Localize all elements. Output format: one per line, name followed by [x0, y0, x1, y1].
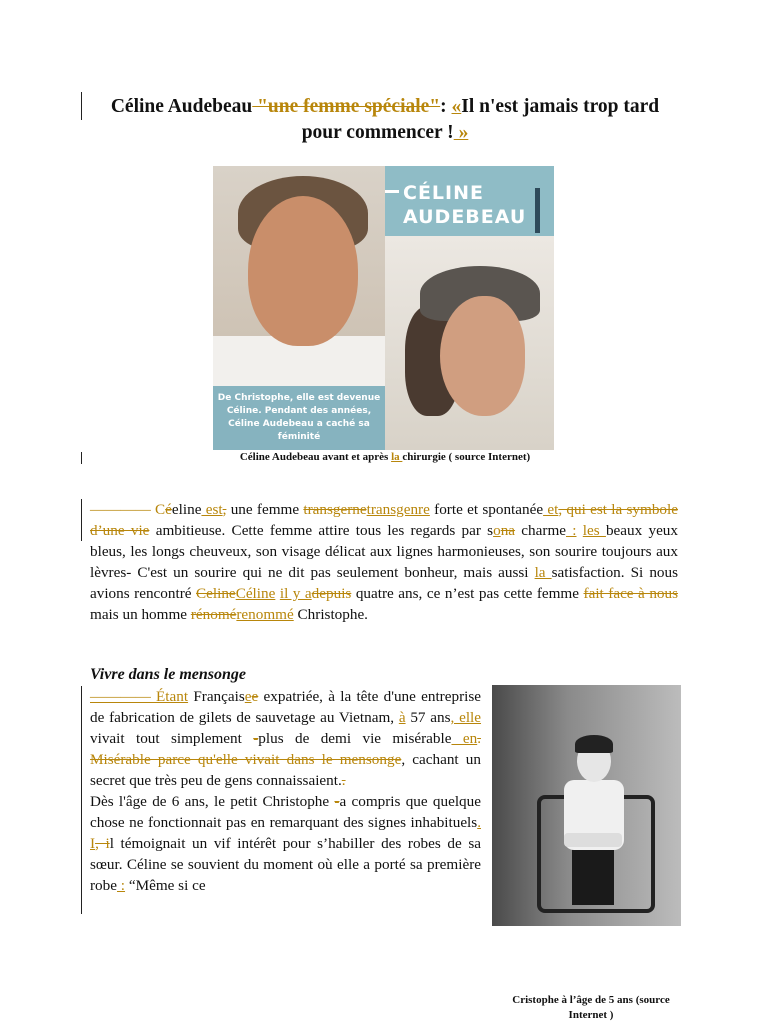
inserted-text: les	[582, 522, 606, 539]
title-text: Céline Audebeau	[110, 96, 253, 117]
body-text: Dès l'âge de 6 ans, le petit Christophe	[90, 793, 335, 810]
deleted-text: . Misérable parce qu'elle vivait dans le mensonge	[90, 730, 481, 768]
inserted-text: , elle	[450, 709, 482, 726]
name-line-1: CÉLINE	[403, 182, 484, 204]
child-legs	[572, 845, 614, 905]
body-text: mais un homme	[90, 606, 191, 623]
body-text: 57 ans	[405, 709, 451, 726]
photo-overlay-caption	[213, 386, 385, 450]
deleted-text: fait face à nous	[583, 585, 679, 602]
inserted-text: et	[543, 501, 559, 518]
deleted-text: , i	[95, 835, 110, 852]
body-text: “Même si ce	[125, 877, 206, 894]
inserted-text: transgenre	[366, 501, 430, 518]
body-text: a compris que quelque chose ne fonctionnait pas en remarquant des signes inhabituels	[90, 793, 481, 831]
page-title	[100, 94, 670, 146]
inserted-text: :	[566, 522, 577, 539]
inserted-text: renommé	[236, 606, 294, 623]
title-text: Il n'est jamais trop tard pour commencer !	[301, 96, 660, 143]
inserted-text: la	[534, 564, 552, 581]
body-text: vivait tout simplement	[90, 730, 254, 747]
inserted-text: en	[451, 730, 478, 747]
inserted-text: o	[493, 522, 501, 539]
body-text: , cachant un secret que très peu de gens connaissaient.	[90, 751, 481, 789]
deleted-text: na	[500, 522, 516, 539]
section-heading: Vivre dans le mensonge	[90, 666, 247, 683]
body-text: beaux yeux bleus, les longs cheuveux, son visage délicat aux lignes harmonieuses, son sourire toujours aux lèvres- C'est un sourire qui ne dit pas seulement bonheur, mais aussi	[90, 522, 678, 581]
caption-text: Céline Audebeau avant et après	[239, 451, 392, 463]
body-text: ambitieuse. Cette femme attire tous les regards par s	[149, 522, 494, 539]
inserted-text: il y a	[279, 585, 312, 602]
body-text: expatriée, à la tête d'une entreprise de fabrication de gilets de sauvetage au Vietnam,	[90, 688, 482, 726]
body-text: eline	[171, 501, 202, 518]
inserted-text: :	[117, 877, 126, 894]
body-text: Christophe.	[293, 606, 368, 623]
photo-caption-2: Cristophe à l’âge de 5 ans (source Internet )	[512, 994, 670, 1021]
body-text: plus de demi vie misérable	[258, 730, 452, 747]
body-text: Français	[188, 688, 245, 705]
before-after-photo	[213, 166, 554, 450]
body-text: quatre ans, ce n’est pas cette femme	[351, 585, 584, 602]
paragraph-2	[90, 686, 481, 896]
after-photo	[385, 236, 554, 450]
change-bar-para1	[81, 499, 82, 541]
body-text: charme	[515, 522, 566, 539]
body-text: forte et spontanée	[429, 501, 544, 518]
accent-bar	[535, 188, 540, 233]
inserted-text: e	[244, 688, 252, 705]
photo-caption-1	[100, 451, 670, 463]
inserted-text: ———— C	[90, 501, 166, 518]
inserted-text: Céline	[235, 585, 276, 602]
deleted-text: ,	[222, 501, 227, 518]
toy-car	[564, 833, 622, 847]
accent-line	[385, 190, 399, 193]
deleted-text: -	[334, 793, 340, 810]
inserted-text: la	[391, 451, 403, 463]
name-line-2: AUDEBEAU	[403, 206, 527, 228]
title-text: :	[440, 96, 452, 117]
deleted-text: rénomé	[190, 606, 237, 623]
change-bar-para2	[81, 686, 82, 914]
change-bar-title	[81, 92, 82, 120]
inserted-text: »	[453, 122, 469, 143]
deleted-text: Celine	[196, 585, 236, 602]
deleted-text: é	[165, 501, 172, 518]
childhood-photo	[492, 685, 681, 926]
change-bar-caption	[81, 452, 82, 464]
face	[248, 196, 358, 346]
paragraph-1	[90, 499, 678, 625]
deleted-text: -	[253, 730, 259, 747]
body-text: l témoignait un vif intérêt pour s’habiller des robes de sa sœur. Céline se souvient du moment où elle a porté sa première robe	[90, 835, 481, 894]
body-text: une femme	[226, 501, 304, 518]
deleted-text: transgerne	[303, 501, 367, 518]
deleted-text: .	[341, 772, 346, 789]
overlay-text: De Christophe, elle est devenue Céline. Pendant des années, Céline Audebeau a caché sa féminité	[217, 393, 381, 442]
deleted-text: , qui est la symbole d’une vie	[90, 501, 678, 539]
inserted-text: est	[201, 501, 223, 518]
caption-text: chirurgie ( source Internet)	[402, 451, 531, 463]
inserted-text: . I	[90, 814, 481, 852]
child-hair	[575, 735, 613, 753]
inserted-text: «	[451, 96, 462, 117]
name-plate	[385, 166, 554, 236]
inserted-text: ———— Étant	[90, 688, 189, 705]
deleted-text: "une femme spéciale"	[252, 96, 441, 117]
deleted-text: e	[251, 688, 259, 705]
body-text: satisfaction. Si nous avions rencontré	[90, 564, 679, 602]
face	[440, 296, 525, 416]
inserted-text: à	[398, 709, 406, 726]
deleted-text: depuis	[311, 585, 352, 602]
